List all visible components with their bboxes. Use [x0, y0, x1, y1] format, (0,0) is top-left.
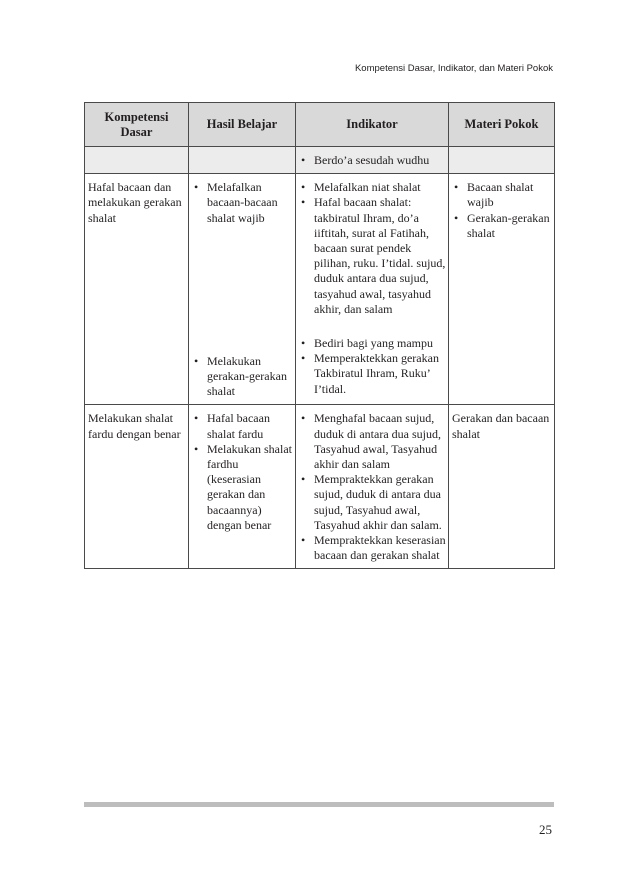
cell-indikator — [296, 174, 449, 405]
list-item: • Melafalkan bacaan-bacaan shalat wajib — [192, 180, 293, 226]
cell-indikator — [296, 405, 449, 569]
list-item: • Mempraktekkan gerakan sujud, duduk di antara dua sujud, Tasyahud awal, Tasyahud akhir dan salam. — [299, 472, 446, 533]
list-item: • Melafalkan niat shalat — [299, 180, 446, 195]
list-item: • Menghafal bacaan sujud, duduk di antara dua sujud, Tasyahud awal, Tasyahud akhir dan salam — [299, 411, 446, 472]
cell-indikator — [296, 147, 449, 174]
list-item: • Mempraktekkan keserasian bacaan dan gerakan shalat — [299, 533, 446, 563]
list-item: • Melakukan shalat fardhu (keserasian gerakan dan bacaannya) dengan benar — [192, 442, 293, 533]
footer-rule — [84, 802, 554, 807]
list-item: • Hafal bacaan shalat: takbiratul Ihram, do’a iiftitah, surat al Fatihah, bacaan surat pendek pilihan, ruku. I’tidal. sujud, duduk antara dua sujud, tasyahud awal, tasyahud akhir, dan salam — [299, 195, 446, 317]
cell-kompetensi — [85, 147, 189, 174]
table-row — [85, 147, 555, 174]
list-item: • Bacaan shalat wajib — [452, 180, 552, 210]
list-item: • Bediri bagi yang mampu — [299, 336, 446, 351]
column-header-materi-pokok: Materi Pokok — [449, 103, 555, 147]
table-header-row — [85, 103, 555, 147]
column-header-kompetensi: Kompetensi Dasar — [85, 103, 189, 147]
list-item: • Memperaktekkan gerakan Takbiratul Ihram, Ruku’ I’tidal. — [299, 351, 446, 397]
page-number: 25 — [539, 822, 552, 837]
column-header-indikator: Indikator — [296, 103, 449, 147]
list-item: • Berdo’a sesudah wudhu — [299, 153, 446, 168]
table-row — [85, 174, 555, 405]
cell-materi-pokok — [449, 147, 555, 174]
list-item: • Gerakan-gerakan shalat — [452, 211, 552, 241]
list-item: • Melakukan gerakan-gerakan shalat — [192, 354, 293, 400]
cell-hasil-belajar — [189, 405, 296, 569]
cell-materi-pokok — [449, 174, 555, 405]
column-header-hasil-belajar: Hasil Belajar — [189, 103, 296, 147]
cell-materi-pokok: Gerakan dan bacaan shalat — [449, 405, 555, 569]
cell-kompetensi: Melakukan shalat fardu dengan benar — [85, 405, 189, 569]
cell-kompetensi: Hafal bacaan dan melakukan gerakan shalat — [85, 174, 189, 405]
cell-hasil-belajar — [189, 147, 296, 174]
cell-hasil-belajar — [189, 174, 296, 405]
table-row — [85, 405, 555, 569]
running-header: Kompetensi Dasar, Indikator, dan Materi Pokok — [354, 63, 553, 74]
list-item: • Hafal bacaan shalat fardu — [192, 411, 293, 441]
competency-table — [84, 102, 555, 569]
